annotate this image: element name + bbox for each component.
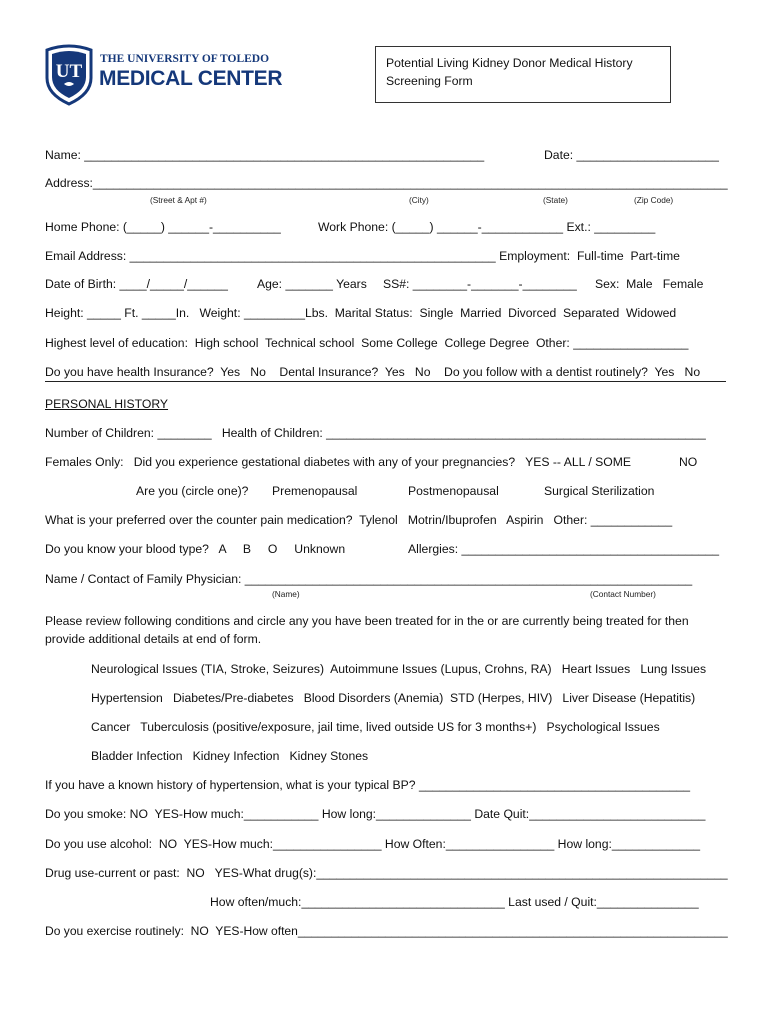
shield-icon xyxy=(44,44,94,106)
blood-type-field[interactable]: Do you know your blood type? A B O Unknown xyxy=(45,542,346,556)
education-field[interactable]: Highest level of education: High school Technical school Some College College Degree Other: _________________ xyxy=(45,336,689,350)
conditions-row-1[interactable]: Neurological Issues (TIA, Stroke, Seizures) Autoimmune Issues (Lupus, Crohns, RA) Heart Issues Lung Issues xyxy=(91,662,707,676)
age-field[interactable]: Age: _______ Years xyxy=(257,277,367,291)
pain-medication-field[interactable]: What is your preferred over the counter pain medication? Tylenol Motrin/Ibuprofen Aspirin Other: ____________ xyxy=(45,513,673,527)
date-field[interactable]: Date: _____________________ xyxy=(544,148,719,162)
dob-field[interactable]: Date of Birth: ____/_____/______ xyxy=(45,277,228,291)
home-phone-field[interactable]: Home Phone: (_____) ______-__________ xyxy=(45,220,281,234)
conditions-instructions-1: Please review following conditions and circle any you have been treated for in the or are currently being treated for then xyxy=(45,614,689,628)
conditions-row-2[interactable]: Hypertension Diabetes/Pre-diabetes Blood Disorders (Anemia) STD (Herpes, HIV) Liver Disease (Hepatitis) xyxy=(91,691,696,705)
drug-use-field[interactable]: Drug use-current or past: NO YES-What drug(s):_____________________________________________________________ xyxy=(45,866,728,880)
logo-university-text: THE UNIVERSITY OF TOLEDO xyxy=(100,53,270,65)
insurance-field[interactable]: Do you have health Insurance? Yes No Dental Insurance? Yes No Do you follow with a dentist routinely? Yes No xyxy=(45,365,701,379)
address-city-caption: (City) xyxy=(409,195,429,205)
conditions-instructions-2: provide additional details at end of form. xyxy=(45,632,262,646)
address-field[interactable]: Address:______________________________________________________________________________________________ xyxy=(45,176,728,190)
address-state-caption: (State) xyxy=(543,195,568,205)
sex-field[interactable]: Sex: Male Female xyxy=(595,277,704,291)
physician-contact-caption: (Contact Number) xyxy=(590,589,656,599)
allergies-field[interactable]: Allergies: ______________________________________ xyxy=(408,542,720,556)
logo-medical-center-text: MEDICAL CENTER xyxy=(99,67,283,90)
menopause-question: Are you (circle one)? xyxy=(136,484,249,498)
family-physician-field[interactable]: Name / Contact of Family Physician: __________________________________________________________________ xyxy=(45,572,693,586)
personal-history-heading: PERSONAL HISTORY xyxy=(45,397,169,411)
ssn-field[interactable]: SS#: ________-_______-________ xyxy=(383,277,577,291)
premenopausal-option[interactable]: Premenopausal xyxy=(272,484,358,498)
address-street-caption: (Street & Apt #) xyxy=(150,195,207,205)
work-phone-field[interactable]: Work Phone: (_____) ______-____________ Ext.: _________ xyxy=(318,220,656,234)
gestational-diabetes-no[interactable]: NO xyxy=(679,455,698,469)
logo-mark: UT xyxy=(55,61,83,82)
email-employment-field[interactable]: Email Address: ______________________________________________________ Employment: Full-time Part-time xyxy=(45,249,680,263)
children-field[interactable]: Number of Children: ________ Health of Children: ________________________________________________________ xyxy=(45,426,706,440)
drug-frequency-field[interactable]: How often/much:______________________________ Last used / Quit:_______________ xyxy=(210,895,699,909)
surgical-sterilization-option[interactable]: Surgical Sterilization xyxy=(544,484,655,498)
postmenopausal-option[interactable]: Postmenopausal xyxy=(408,484,499,498)
gestational-diabetes-question[interactable]: Females Only: Did you experience gestational diabetes with any of your pregnancies? YES -- ALL / SOME xyxy=(45,455,631,469)
university-logo xyxy=(44,44,283,106)
height-weight-marital-field[interactable]: Height: _____ Ft. _____In. Weight: _________Lbs. Marital Status: Single Married Divorced Separated Widowed xyxy=(45,306,677,320)
smoking-field[interactable]: Do you smoke: NO YES-How much:___________ How long:______________ Date Quit:__________________________ xyxy=(45,807,706,821)
form-title-line2: Screening Form xyxy=(386,74,473,88)
section-divider xyxy=(45,381,726,382)
form-title-box xyxy=(375,46,671,103)
name-field[interactable]: Name: ___________________________________________________________ xyxy=(45,148,485,162)
exercise-field[interactable]: Do you exercise routinely: NO YES-How often________________________________________________________________ xyxy=(45,924,728,938)
form-title-line1: Potential Living Kidney Donor Medical History xyxy=(386,56,633,70)
physician-name-caption: (Name) xyxy=(272,589,300,599)
conditions-row-3[interactable]: Cancer Tuberculosis (positive/exposure, jail time, lived outside US for 3 months+) Psychological Issues xyxy=(91,720,660,734)
alcohol-field[interactable]: Do you use alcohol: NO YES-How much:________________ How Often:________________ How long:_____________ xyxy=(45,837,700,851)
address-zip-caption: (Zip Code) xyxy=(634,195,674,205)
conditions-row-4[interactable]: Bladder Infection Kidney Infection Kidney Stones xyxy=(91,749,369,763)
blood-pressure-field[interactable]: If you have a known history of hypertension, what is your typical BP? ________________________________________ xyxy=(45,778,691,792)
